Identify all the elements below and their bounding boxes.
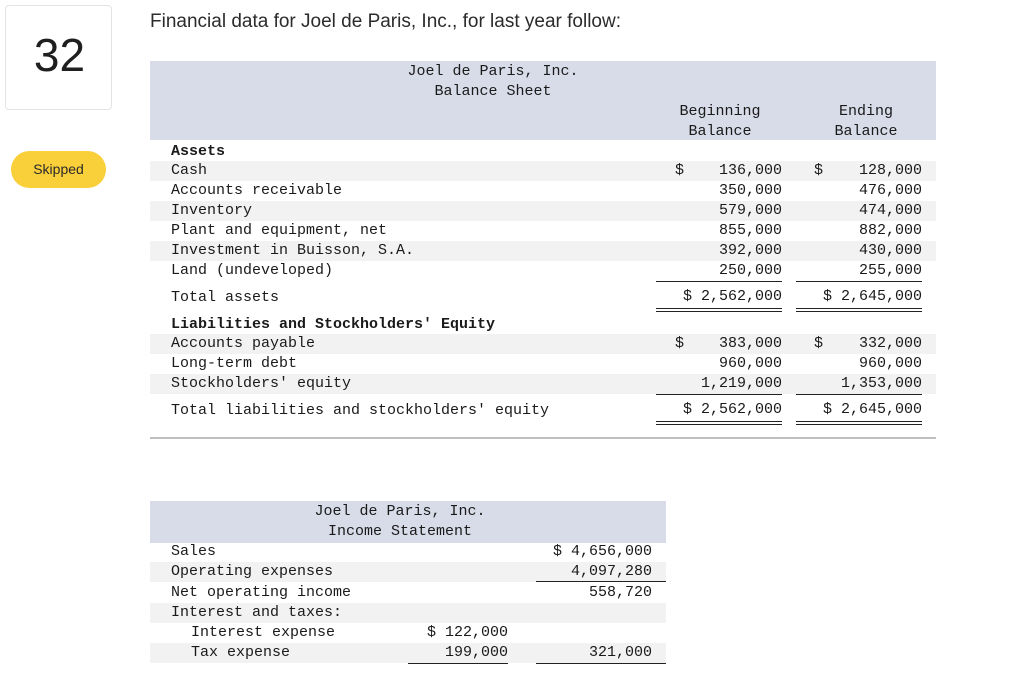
col-beginning-label-2: Balance — [688, 123, 752, 140]
balance-sheet-table — [150, 61, 936, 446]
asset-end: 476,000 — [858, 182, 922, 199]
col-beginning-label: Beginning — [679, 103, 761, 120]
balance-sheet-title: Joel de Paris, Inc. — [407, 63, 579, 80]
assets-heading: Assets — [171, 143, 226, 160]
asset-end: 882,000 — [858, 222, 922, 239]
dollar-sign: $ — [675, 335, 685, 352]
income-statement-title: Joel de Paris, Inc. — [314, 503, 486, 520]
tax-value: 199,000 — [444, 644, 508, 661]
question-number-card[interactable] — [5, 5, 112, 110]
opex-value: 4,097,280 — [570, 563, 652, 580]
liability-begin: 383,000 — [718, 335, 782, 352]
balance-sheet-subtitle: Balance Sheet — [434, 83, 552, 100]
interest-taxes-total: 321,000 — [588, 644, 652, 661]
asset-begin: 392,000 — [718, 242, 782, 259]
dollar-sign: $ — [675, 162, 685, 179]
liability-end: 1,353,000 — [840, 375, 922, 392]
asset-label: Accounts receivable — [171, 182, 343, 199]
dollar-sign: $ — [814, 162, 824, 179]
asset-end: 474,000 — [858, 202, 922, 219]
opex-label: Operating expenses — [171, 563, 334, 580]
total-liabilities-label: Total liabilities and stockholders' equity — [171, 402, 550, 419]
liability-label: Stockholders' equity — [171, 375, 352, 392]
asset-end: 430,000 — [858, 242, 922, 259]
liabilities-heading: Liabilities and Stockholders' Equity — [171, 316, 496, 333]
total-assets-end: $ 2,645,000 — [822, 288, 922, 305]
interest-taxes-label: Interest and taxes: — [171, 604, 343, 621]
total-assets-begin: $ 2,562,000 — [682, 288, 782, 305]
liability-label: Long-term debt — [171, 355, 298, 372]
dollar-sign: $ — [814, 335, 824, 352]
total-liabilities-begin: $ 2,562,000 — [682, 401, 782, 418]
col-ending-label: Ending — [838, 103, 893, 120]
interest-value: $ 122,000 — [426, 624, 508, 641]
asset-label: Inventory — [171, 202, 253, 219]
asset-label: Plant and equipment, net — [171, 222, 388, 239]
total-liabilities-end: $ 2,645,000 — [822, 401, 922, 418]
liability-end: 960,000 — [858, 355, 922, 372]
asset-end: 128,000 — [858, 162, 922, 179]
total-assets-label: Total assets — [171, 289, 280, 306]
asset-begin: 579,000 — [718, 202, 782, 219]
tax-label: Tax expense — [191, 644, 291, 661]
asset-label: Investment in Buisson, S.A. — [171, 242, 415, 259]
liability-end: 332,000 — [858, 335, 922, 352]
question-prompt: Financial data for Joel de Paris, Inc., for last year follow: — [150, 11, 621, 32]
skipped-badge: Skipped — [11, 151, 106, 188]
income-statement-table — [150, 501, 666, 671]
asset-label: Cash — [171, 162, 208, 179]
interest-label: Interest expense — [191, 624, 336, 641]
table-bottom-border — [150, 437, 936, 439]
liability-begin: 960,000 — [718, 355, 782, 372]
asset-begin: 350,000 — [718, 182, 782, 199]
col-ending-label-2: Balance — [834, 123, 898, 140]
liability-begin: 1,219,000 — [700, 375, 782, 392]
sales-label: Sales — [171, 543, 217, 560]
asset-begin: 855,000 — [718, 222, 782, 239]
asset-begin: 136,000 — [718, 162, 782, 179]
question-number: 32 — [33, 29, 86, 81]
liability-label: Accounts payable — [171, 335, 316, 352]
asset-begin: 250,000 — [718, 262, 782, 279]
sales-value: $ 4,656,000 — [552, 543, 652, 560]
asset-label: Land (undeveloped) — [171, 262, 334, 279]
income-statement-subtitle: Income Statement — [327, 523, 473, 540]
noi-label: Net operating income — [171, 584, 352, 601]
noi-value: 558,720 — [588, 584, 652, 601]
asset-end: 255,000 — [858, 262, 922, 279]
